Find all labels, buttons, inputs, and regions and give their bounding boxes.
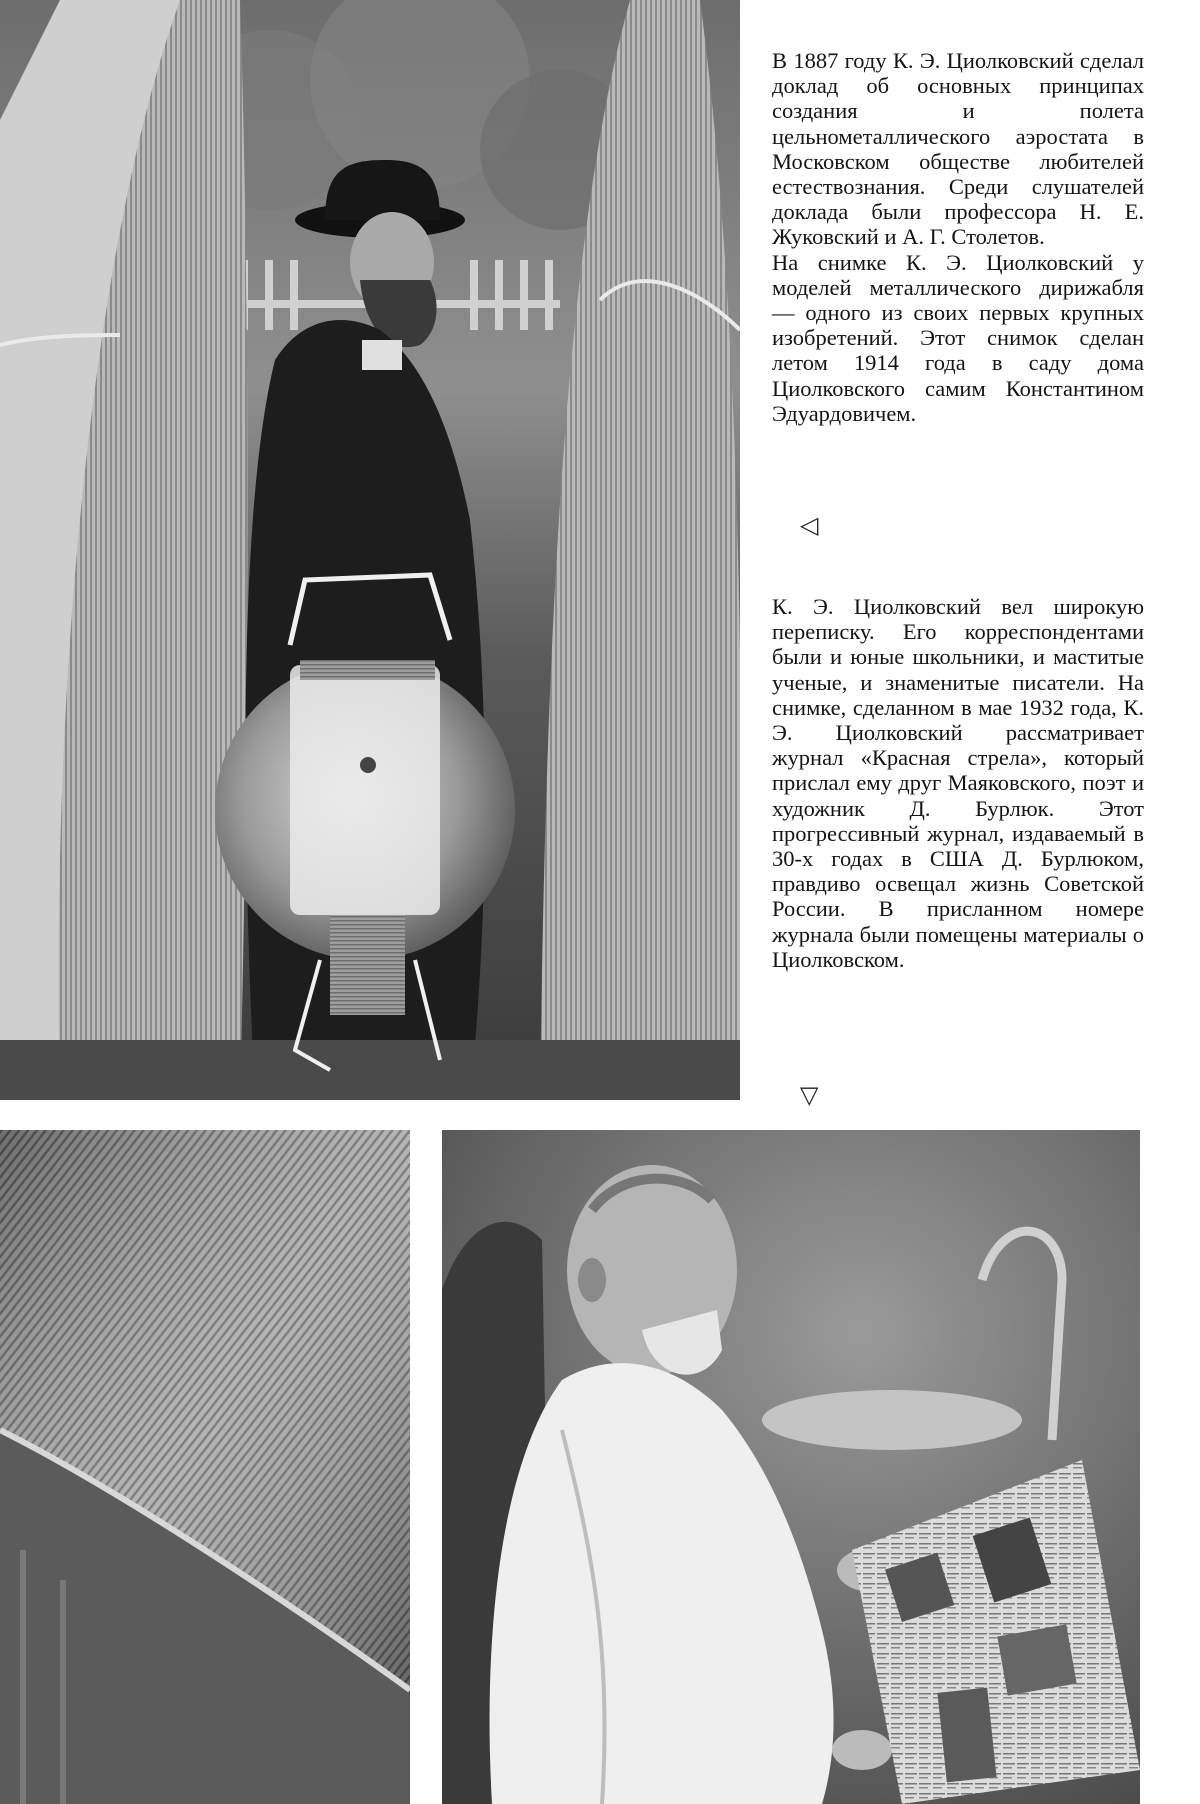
caption-airship-models — [772, 48, 1144, 426]
caption-paragraph: На снимке К. Э. Циолковский у моделей металлического дирижабля — одного из своих первых крупных изобретений. Этот снимок сделан летом 1914 года в саду дома Циолковского самим Константином Эдуардовичем. — [772, 249, 1144, 426]
caption-correspondence — [772, 594, 1144, 972]
pointer-left-icon: ◁ — [800, 511, 819, 539]
caption-paragraph: В 1887 году К. Э. Циолковский сделал доклад об основных принципах создания и полета цельнометаллического аэростата в Московском обществе любителей естествознания. Среди слушателей доклада были профессора Н. Е. Жуковский и А. Г. Столетов. — [772, 48, 1144, 250]
photo-tsiolkovsky-reading-magazine — [442, 1130, 1140, 1804]
pointer-down-icon: ▽ — [800, 1081, 819, 1109]
caption-paragraph: К. Э. Циолковский вел широкую переписку. Его корреспондентами были и юные школьники, и маститые ученые, и знаменитые писатели. На снимке, сделанном в мае 1932 года, К. Э. Циолковский рассматривает журнал «Красная стрела», который прислал ему друг Маяковского, поэт и художник Д. Бурлюк. Этот прогрессивный журнал, издаваемый в 30-х годах в США Д. Бурлюком, правдиво освещал жизнь Советской России. В присланном номере журнала были помещены материалы о Циолковском. — [772, 594, 1144, 972]
photo-airship-hull-closeup — [0, 1130, 410, 1804]
photo-tsiolkovsky-with-airship-models — [0, 0, 740, 1100]
